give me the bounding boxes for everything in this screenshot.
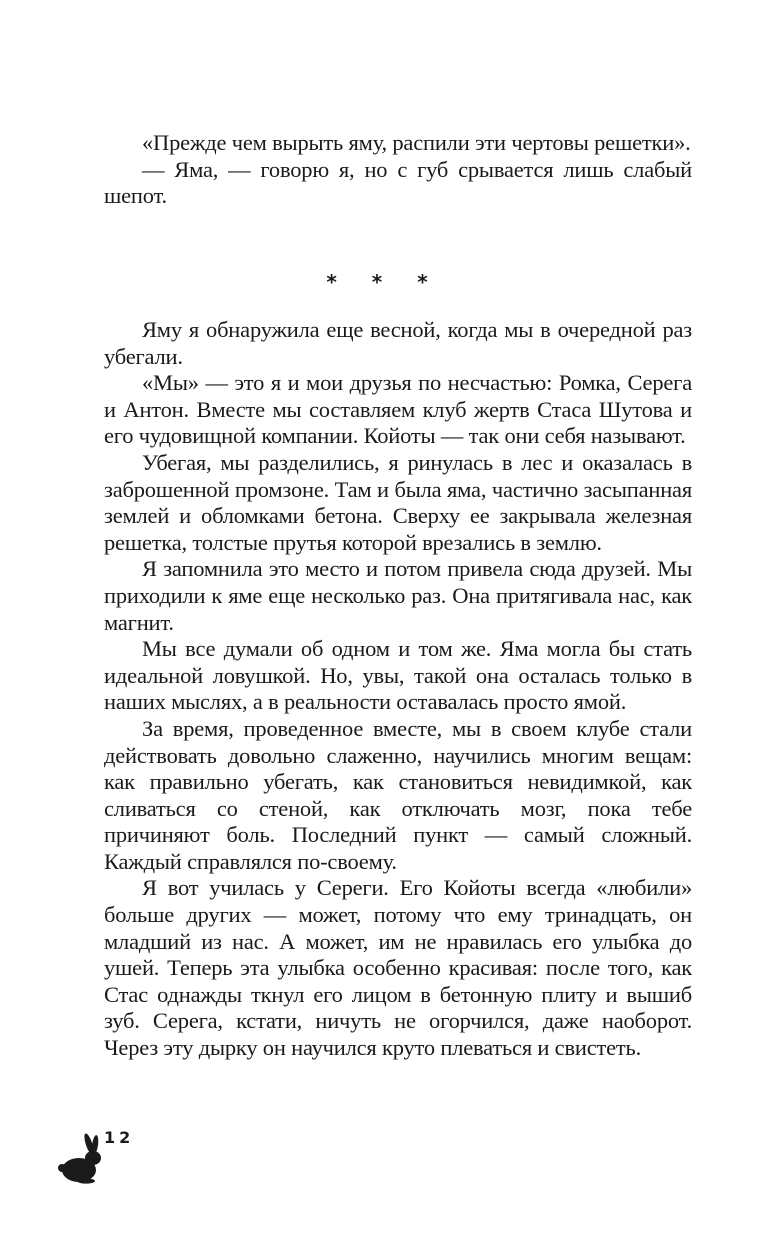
page-footer [58,1128,148,1188]
opening-text [104,130,692,210]
main-text [104,317,692,1062]
paragraph: «Прежде чем вырыть яму, распили эти чертовы решетки». [142,130,691,155]
rabbit-icon [58,1132,108,1184]
paragraph: Убегая, мы разделились, я ринулась в лес и оказалась в заброшенной промзоне. Там и была яма, частично засыпанная землей и обломками бетона. Сверху ее закрывала железная решетка, толстые прутья которой врезались в землю. [104,449,692,555]
paragraph: — Яма, — говорю я, но с губ срывается лишь слабый шепот. [104,156,692,209]
page-number: 12 [104,1128,135,1147]
paragraph: Мы все думали об одном и том же. Яма могла бы стать идеальной ловушкой. Но, увы, такой она осталась только в наших мыслях, а в реальности оставалась просто ямой. [104,636,692,715]
section-separator: * * * [326,270,442,294]
paragraph: «Мы» — это я и мои друзья по несчастью: Ромка, Серега и Антон. Вместе мы составляем клуб жертв Стаса Шутова и его чудовищной компании. Койоты — так они себя называют. [104,370,692,449]
paragraph: Я запомнила это место и потом привела сюда друзей. Мы приходили к яме еще несколько раз. Она притягивала нас, как магнит. [104,556,692,635]
paragraph: За время, проведенное вместе, мы в своем клубе стали действовать довольно слаженно, научились многим вещам: как правильно убегать, как становиться невидимкой, как сливаться со стеной, как отключать мозг, пока тебе причиняют боль. Последний пункт — самый сложный. Каждый справлялся по-своему. [104,715,692,874]
paragraph: Я вот училась у Сереги. Его Койоты всегда «любили» больше других — может, потому что ему тринадцать, он младший из нас. А может, им не нравилась его улыбка до ушей. Теперь эта улыбка особенно красивая: после того, как Стас однажды ткнул его лицом в бетонную плиту и вышиб зуб. Серега, кстати, ничуть не огорчился, даже наоборот. Через эту дырку он научился круто плеваться и свистеть. [104,875,692,1061]
paragraph: Яму я обнаружила еще весной, когда мы в очередной раз убегали. [104,317,692,369]
